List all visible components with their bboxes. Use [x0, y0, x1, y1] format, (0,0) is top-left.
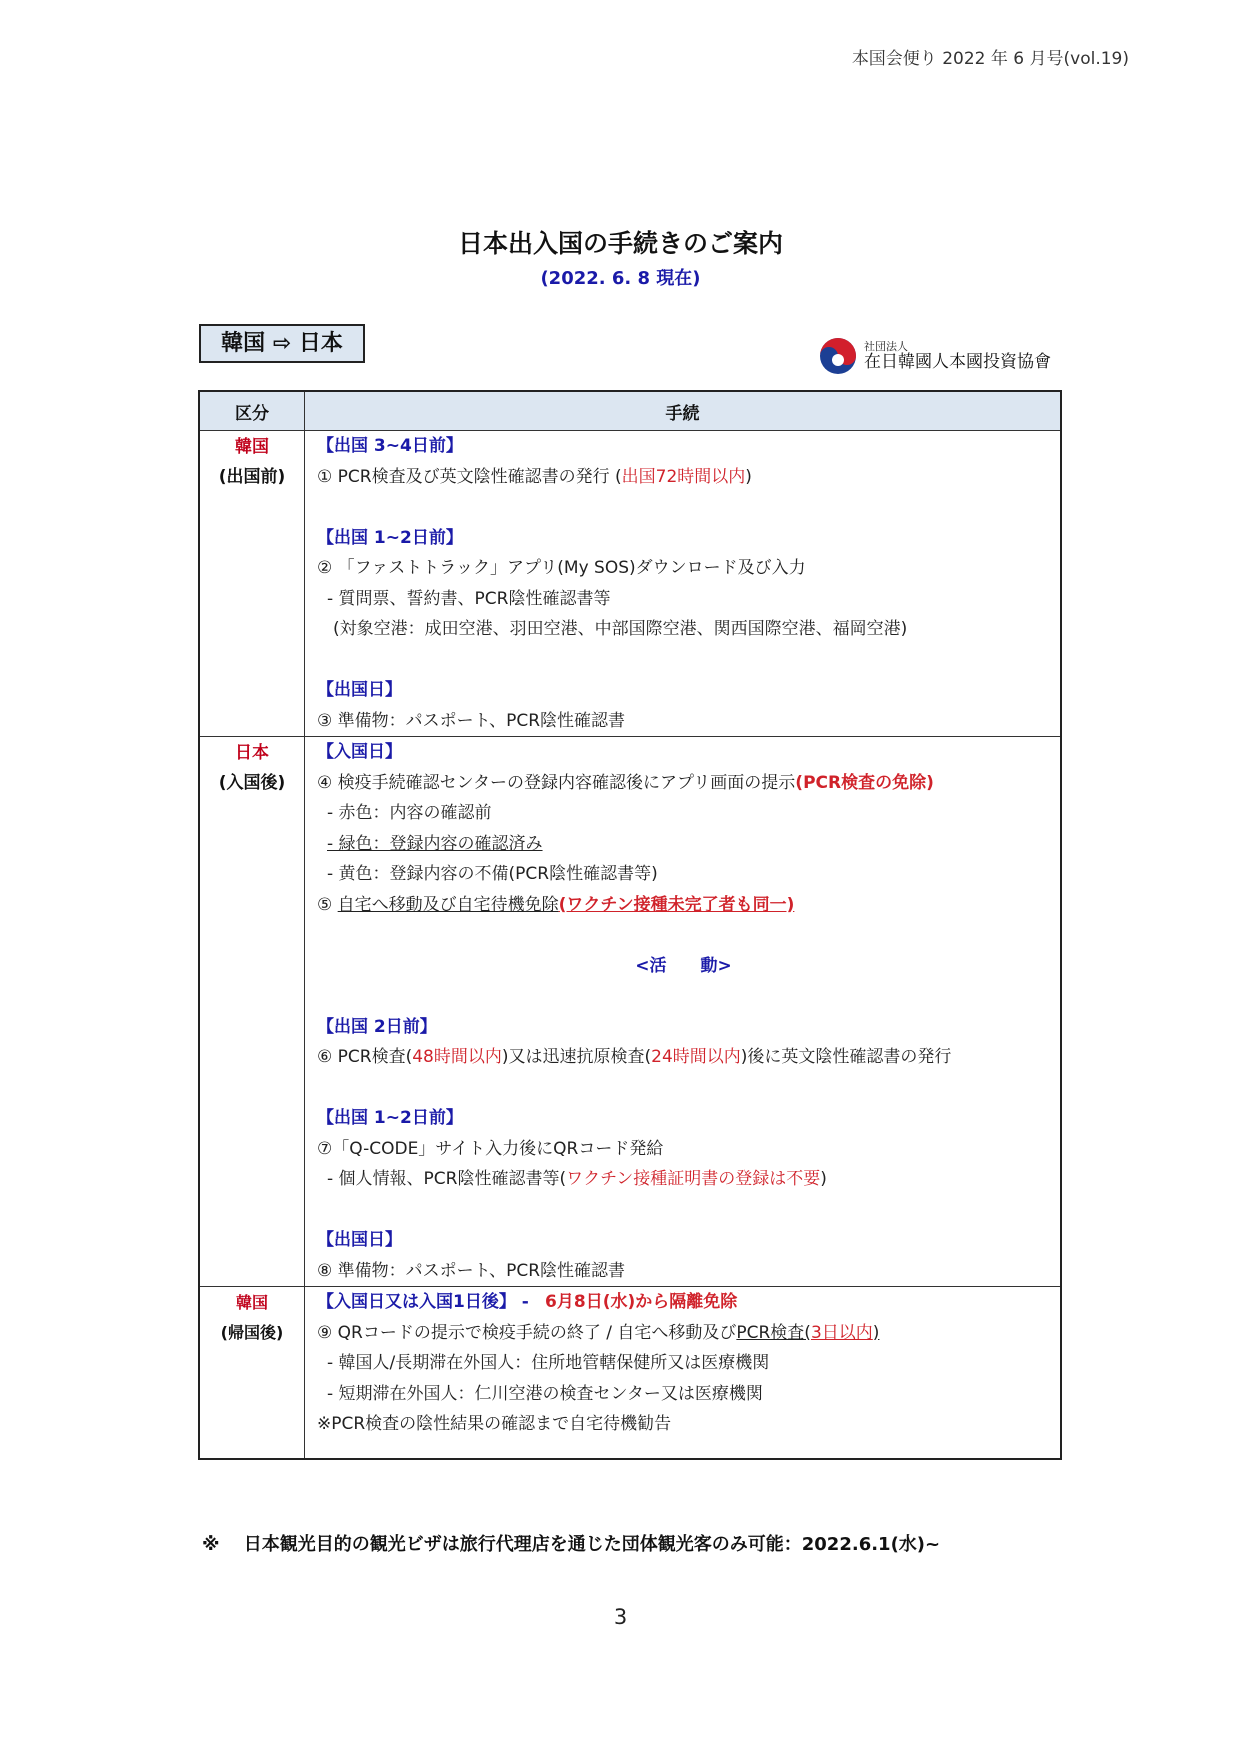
- category-phase: (入国後): [218, 773, 286, 793]
- section-heading: 【入国日】: [317, 742, 402, 762]
- procedure-subline: (対象空港：成田空港、羽田空港、中部国際空港、関西国際空港、福岡空港): [333, 619, 908, 639]
- procedure-subline: - 緑色：登録内容の確認済み: [327, 833, 543, 854]
- table-header-row: [199, 391, 1061, 431]
- route-label: 韓国 ⇨ 日本: [199, 324, 365, 363]
- procedure-subline: - 質問票、誓約書、PCR陰性確認書等: [327, 588, 611, 609]
- procedure-line: ② 「ファストトラック」アプリ(My SOS)ダウンロード及び入力: [317, 558, 806, 578]
- visa-footnote: ※ 日本観光目的の観光ビザは旅行代理店を通じた団体観光客のみ可能：2022.6.1(水)~: [202, 1534, 941, 1555]
- table-row: [199, 737, 1061, 1287]
- category-cell: [199, 737, 305, 1287]
- activity-heading: <活 動>: [635, 955, 732, 976]
- procedure-cell: [305, 431, 1062, 737]
- procedure-subline: - 短期滞在外国人：仁川空港の検査センター又は医療機関: [327, 1383, 763, 1404]
- column-header-procedure: 手続: [305, 391, 1062, 431]
- section-heading: 【出国 1~2日前】: [317, 527, 463, 548]
- category-phase: (出国前): [218, 467, 286, 487]
- page-number: 3: [613, 1605, 628, 1629]
- association-logo-icon: [818, 336, 858, 376]
- table-row: [199, 1287, 1061, 1459]
- procedure-note: ※PCR検査の陰性結果の確認まで自宅待機勧告: [317, 1414, 672, 1434]
- procedure-cell: [305, 737, 1062, 1287]
- procedure-subline: - 個人情報、PCR陰性確認書等(ワクチン接種証明書の登録は不要): [327, 1169, 827, 1189]
- procedure-table: [198, 390, 1062, 1460]
- procedure-line: ⑨ QRコードの提示で検疫手続の終了 / 自宅へ移動及びPCR検査(3日以内): [317, 1322, 880, 1343]
- procedure-line: ④ 検疫手続確認センターの登録内容確認後にアプリ画面の提示(PCR検査の免除): [317, 772, 934, 793]
- page-title: 日本出入国の手続きのご案内: [457, 229, 783, 258]
- section-heading: 【出国 1~2日前】: [317, 1108, 463, 1128]
- category-country: 韓国: [235, 1293, 268, 1312]
- section-heading: 【出国日】: [317, 1230, 402, 1250]
- procedure-line: ① PCR検査及び英文陰性確認書の発行 (出国72時間以内): [317, 466, 752, 487]
- procedure-cell: [305, 1287, 1062, 1459]
- procedure-line: ⑥ PCR検査(48時間以内)又は迅速抗原検査(24時間以内)後に英文陰性確認書の発行: [317, 1047, 952, 1067]
- procedure-line: ③ 準備物：パスポート、PCR陰性確認書: [317, 710, 626, 731]
- category-cell: [199, 431, 305, 737]
- category-phase: (帰国後): [220, 1323, 284, 1342]
- category-cell: [199, 1287, 305, 1459]
- category-country: 日本: [235, 743, 269, 763]
- procedure-subline: - 赤色：内容の確認前: [327, 803, 492, 823]
- association-logo: [818, 336, 1051, 376]
- table-row: [199, 431, 1061, 737]
- procedure-line: ⑤ 自宅へ移動及び自宅待機免除(ワクチン接種未完了者も同一): [317, 894, 795, 915]
- section-heading: 【出国 2日前】: [317, 1016, 437, 1037]
- procedure-line: ⑧ 準備物：パスポート、PCR陰性確認書: [317, 1260, 626, 1281]
- procedure-subline: - 黄色：登録内容の不備(PCR陰性確認書等): [327, 864, 658, 884]
- column-header-category: 区分: [199, 391, 305, 431]
- as-of-date: (2022. 6. 8 現在): [540, 268, 701, 289]
- section-heading: 【出国日】: [317, 680, 402, 700]
- logo-subtitle: 社団法人: [864, 339, 908, 353]
- section-heading: 【出国 3~4日前】: [317, 436, 463, 456]
- logo-name: 在日韓國人本國投資協會: [864, 351, 1051, 372]
- category-country: 韓国: [235, 437, 269, 457]
- section-heading: 【入国日又は入国1日後】 - 6月8日(水)から隔離免除: [317, 1292, 738, 1312]
- newsletter-header: 本国会便り 2022 年 6 月号(vol.19): [851, 49, 1129, 69]
- procedure-subline: - 韓国人/長期滞在外国人：住所地管轄保健所又は医療機関: [327, 1353, 770, 1373]
- procedure-line: ⑦「Q-CODE」サイト入力後にQRコード発給: [317, 1138, 664, 1159]
